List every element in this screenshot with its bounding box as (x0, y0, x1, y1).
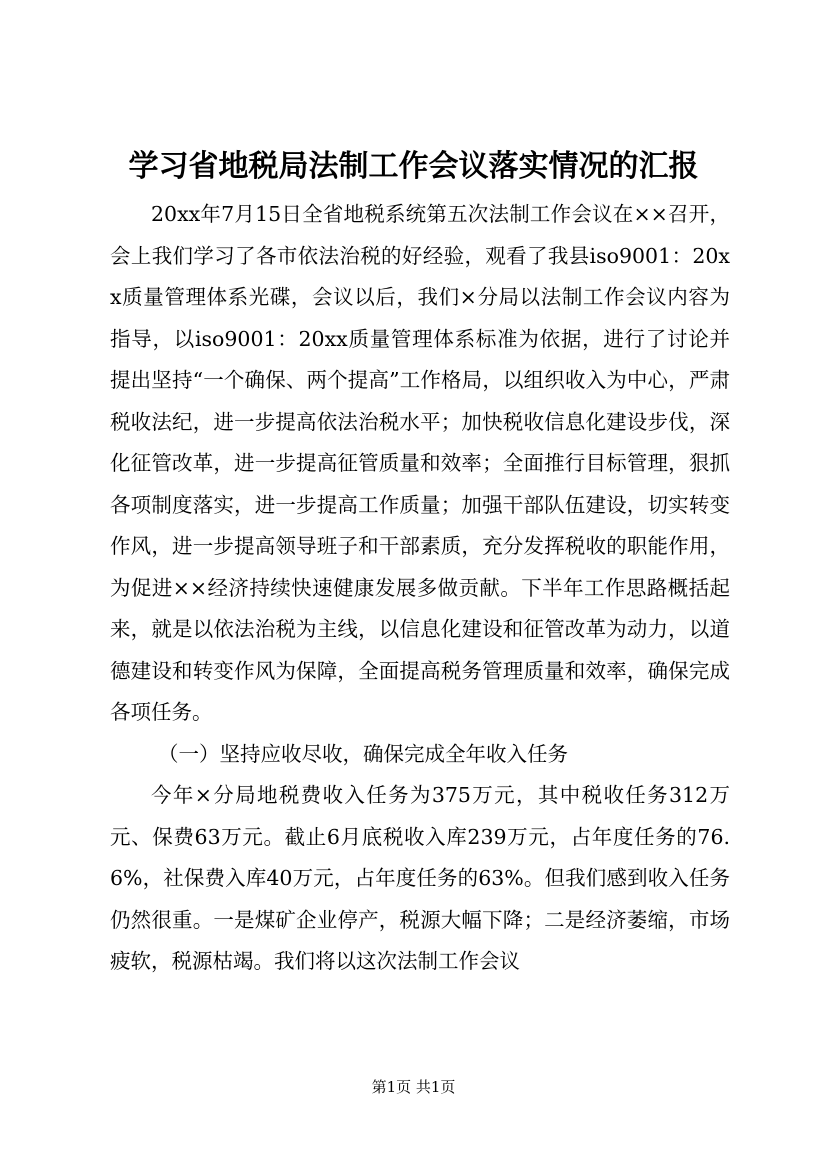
document-body (110, 194, 730, 983)
section-heading: （一）坚持应收尽收，确保完成全年收入任务 (158, 741, 568, 766)
page-footer: 第1页 共1页 (371, 1078, 456, 1096)
document-title: 学习省地税局法制工作会议落实情况的汇报 (128, 149, 699, 184)
paragraph-intro: 20xx年7月15日全省地税系统第五次法制工作会议在××召开，会上我们学习了各市依法治税的好经验，观看了我县iso9001：20xx质量管理体系光碟，会议以后，我们×分局以法制工作会议内容为指导，以iso9001：20xx质量管理体系标准为依据，进行了讨论并提出坚持“一个确保、两个提高”工作格局，以组织收入为中心，严肃税收法纪，进一步提高依法治税水平；加快税收信息化建设步伐，深化征管改革，进一步提高征管质量和效率；全面推行目标管理，狠抓各项制度落实，进一步提高工作质量；加强干部队伍建设，切实转变作风，进一步提高领导班子和干部素质，充分发挥税收的职能作用，为促进××经济持续快速健康发展多做贡献。下半年工作思路概括起来，就是以依法治税为主线，以信息化建设和征管改革为动力，以道德建设和转变作风为保障，全面提高税务管理质量和效率，确保完成各项任务。 (110, 202, 730, 724)
paragraph-revenue: 今年×分局地税费收入任务为375万元，其中税收任务312万元、保费63万元。截止6月底税收入库239万元，占年度任务的76.6%，社保费入库40万元，占年度任务的63%。但我们感到收入任务仍然很重。一是煤矿企业停产，税源大幅下降；二是经济萎缩，市场疲软，税源枯竭。我们将以这次法制工作会议 (110, 783, 730, 973)
